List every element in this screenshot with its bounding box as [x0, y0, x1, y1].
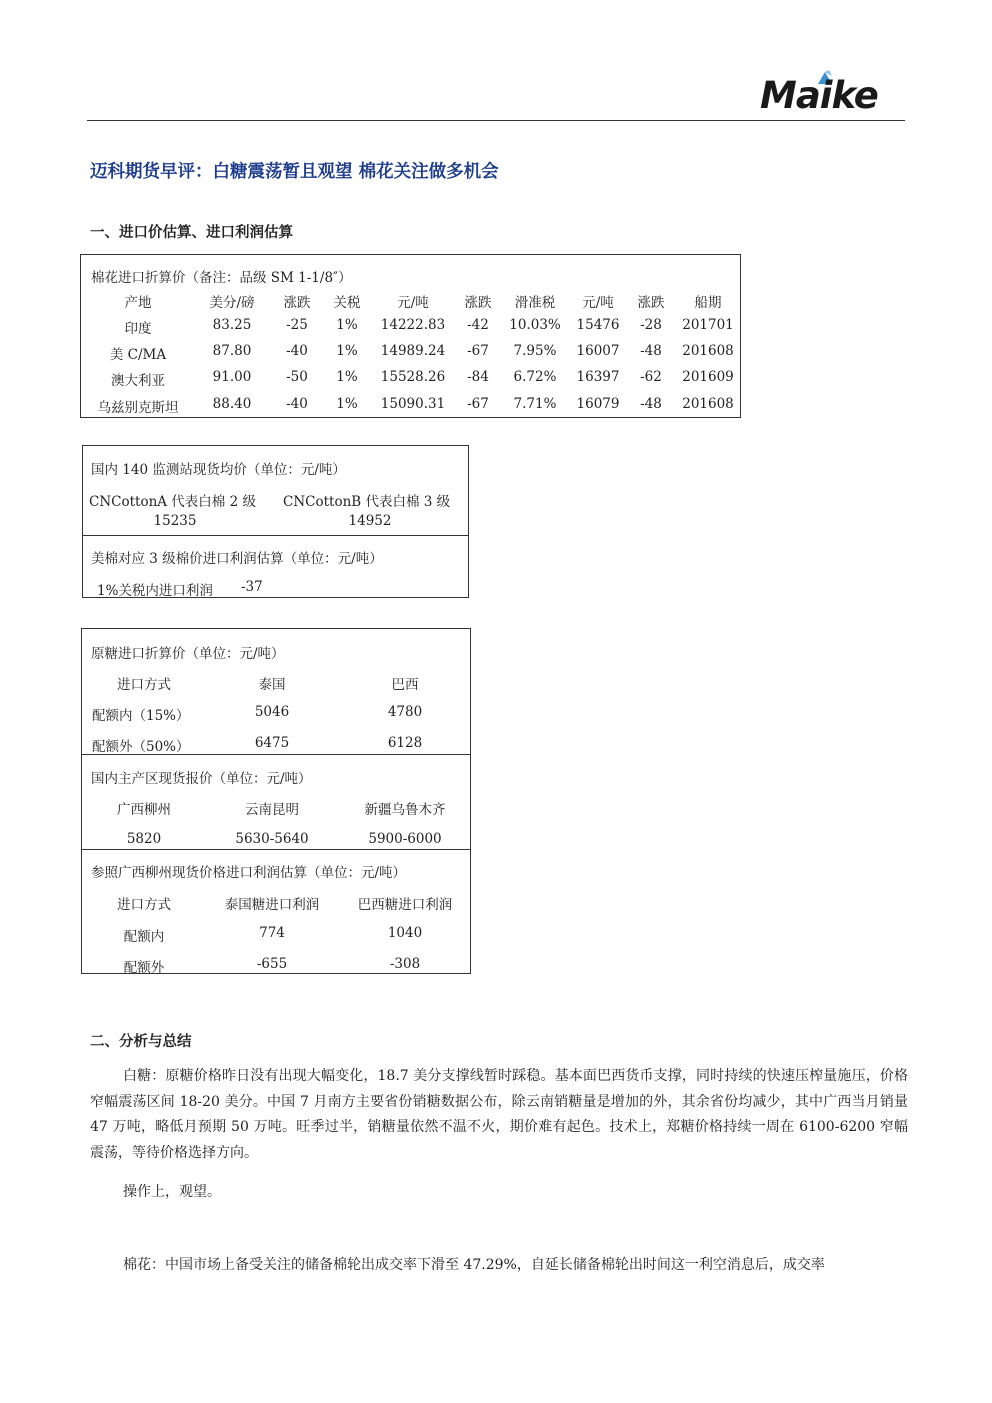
- table-cell: -308: [389, 956, 421, 972]
- col-header: 新疆乌鲁木齐: [364, 802, 446, 818]
- cotton-profit-value: -37: [241, 579, 263, 595]
- table-cell: -25: [286, 317, 308, 333]
- origin-cell: 澳大利亚: [111, 373, 165, 389]
- table-cell: 88.40: [212, 396, 252, 412]
- col-header: 涨跌: [637, 295, 665, 311]
- table-cell: -48: [640, 343, 662, 359]
- table-cell: 201701: [682, 317, 734, 333]
- table-cell: -28: [640, 317, 662, 333]
- col-header: 产地: [124, 295, 152, 311]
- table-cell: 15090.31: [380, 396, 446, 412]
- table-cell: -42: [467, 317, 489, 333]
- table-cell: 7.71%: [513, 396, 557, 412]
- origin-cell: 美 C/MA: [109, 347, 167, 363]
- origin-cell: 印度: [124, 321, 152, 337]
- table-cell: -67: [467, 343, 489, 359]
- table-cell: 14222.83: [380, 317, 446, 333]
- col-header: 元/吨: [397, 295, 429, 311]
- col-header: 广西柳州: [117, 802, 171, 818]
- origin-cell: 乌兹别克斯坦: [97, 400, 179, 416]
- table-cell: 5900-6000: [368, 831, 442, 847]
- table-cell: -48: [640, 396, 662, 412]
- col-header: 泰国糖进口利润: [224, 897, 320, 913]
- table-cell: -67: [467, 396, 489, 412]
- table-cell: 774: [259, 925, 285, 941]
- table-cell: 91.00: [212, 369, 252, 385]
- table-cell: 15528.26: [380, 369, 446, 385]
- table-cell: 1%: [336, 369, 358, 385]
- col-header: 涨跌: [283, 295, 311, 311]
- table-cell: 6.72%: [513, 369, 557, 385]
- col-header: 美分/磅: [209, 295, 255, 311]
- cncotton-b-value: 14952: [348, 513, 392, 529]
- cotton-analysis-paragraph: 棉花：中国市场上备受关注的储备棉轮出成交率下滑至 47.29%，自延长储备棉轮出时间这一利空消息后，成交率: [123, 1257, 825, 1273]
- sugar-profit-caption: 参照广西柳州现货价格进口利润估算（单位：元/吨）: [91, 865, 407, 881]
- table-cell: 10.03%: [509, 317, 561, 333]
- table-cell: 201608: [682, 396, 734, 412]
- table-cell: 1%: [336, 317, 358, 333]
- header-rule: [87, 120, 905, 121]
- table-divider: [82, 849, 470, 850]
- table-cell: 14989.24: [380, 343, 446, 359]
- table-cell: 16007: [576, 343, 620, 359]
- table-cell: 6128: [387, 735, 423, 751]
- cncotton-b-label: CNCottonB 代表白棉 3 级: [283, 494, 451, 510]
- table-divider: [83, 535, 468, 536]
- col-header: 元/吨: [582, 295, 614, 311]
- table-cell: 配额内（15%）: [92, 708, 190, 724]
- cotton-domestic-table: [82, 445, 469, 598]
- col-header: 滑准税: [514, 295, 556, 311]
- table-cell: 15476: [576, 317, 620, 333]
- sugar-spot-caption: 国内主产区现货报价（单位：元/吨）: [91, 771, 312, 787]
- cotton-import-caption: 棉花进口折算价（备注：品级 SM 1-1/8″）: [91, 270, 352, 286]
- table-cell: 配额外（50%）: [92, 739, 190, 755]
- table-cell: 201609: [682, 369, 734, 385]
- table-cell: 7.95%: [513, 343, 557, 359]
- table-cell: 87.80: [212, 343, 252, 359]
- table-cell: -40: [286, 396, 308, 412]
- cotton-domestic-caption: 国内 140 监测站现货均价（单位：元/吨）: [91, 462, 346, 478]
- cncotton-a-value: 15235: [153, 513, 197, 529]
- cotton-profit-caption: 美棉对应 3 级棉价进口利润估算（单位：元/吨）: [91, 551, 383, 567]
- col-header: 巴西: [391, 677, 419, 693]
- section-heading-2: 二、分析与总结: [90, 1034, 192, 1050]
- logo-text: Maike: [760, 74, 878, 117]
- table-cell: -655: [256, 956, 288, 972]
- table-cell: 配额内: [123, 929, 165, 945]
- table-cell: 1040: [387, 925, 423, 941]
- table-cell: -40: [286, 343, 308, 359]
- table-cell: 5046: [254, 704, 290, 720]
- table-cell: -84: [467, 369, 489, 385]
- sugar-import-caption: 原糖进口折算价（单位：元/吨）: [91, 646, 285, 662]
- col-header: 巴西糖进口利润: [357, 897, 453, 913]
- cncotton-a-label: CNCottonA 代表白棉 2 级: [89, 494, 256, 510]
- table-cell: 16079: [576, 396, 620, 412]
- col-header: 船期: [694, 295, 722, 311]
- maike-logo: [760, 70, 898, 116]
- table-cell: 5630-5640: [235, 831, 309, 847]
- table-cell: 4780: [387, 704, 423, 720]
- col-header: 泰国: [258, 677, 286, 693]
- col-header: 云南昆明: [245, 802, 299, 818]
- table-cell: 16397: [576, 369, 620, 385]
- sugar-operation-text: 操作上，观望。: [123, 1184, 221, 1200]
- table-cell: 1%: [336, 396, 358, 412]
- table-cell: 83.25: [212, 317, 252, 333]
- table-cell: -62: [640, 369, 662, 385]
- sugar-table: [81, 628, 471, 974]
- cotton-profit-label: 1%关税内进口利润: [97, 583, 213, 599]
- col-header: 关税: [333, 295, 361, 311]
- table-divider: [82, 754, 470, 755]
- table-cell: -50: [286, 369, 308, 385]
- sugar-analysis-paragraph: 白糖：原糖价格昨日没有出现大幅变化，18.7 美分支撑线暂时踩稳。基本面巴西货币支撑，同时持续的快速压榨量施压，价格窄幅震荡区间 18-20 美分。中国 7 月南方主要省份销糖数据公布，除云南销糖量是增加的外，其余省份均减少，其中广西当月销量 47 万吨，略低月预期 50 万吨。旺季过半，销糖量依然不温不火，期价难有起色。技术上，郑糖价格持续一周在 6100-6200 窄幅震荡，等待价格选择方向。: [90, 1068, 908, 1161]
- col-header: 涨跌: [464, 295, 492, 311]
- table-cell: 6475: [254, 735, 290, 751]
- page-title: 迈科期货早评：白糖震荡暂且观望 棉花关注做多机会: [90, 162, 499, 182]
- table-cell: 1%: [336, 343, 358, 359]
- table-cell: 5820: [126, 831, 162, 847]
- cotton-import-table: [80, 254, 741, 418]
- section-heading-1: 一、进口价估算、进口利润估算: [90, 225, 293, 241]
- col-header: 进口方式: [117, 897, 171, 913]
- table-cell: 配额外: [123, 960, 165, 976]
- col-header: 进口方式: [117, 677, 171, 693]
- table-cell: 201608: [682, 343, 734, 359]
